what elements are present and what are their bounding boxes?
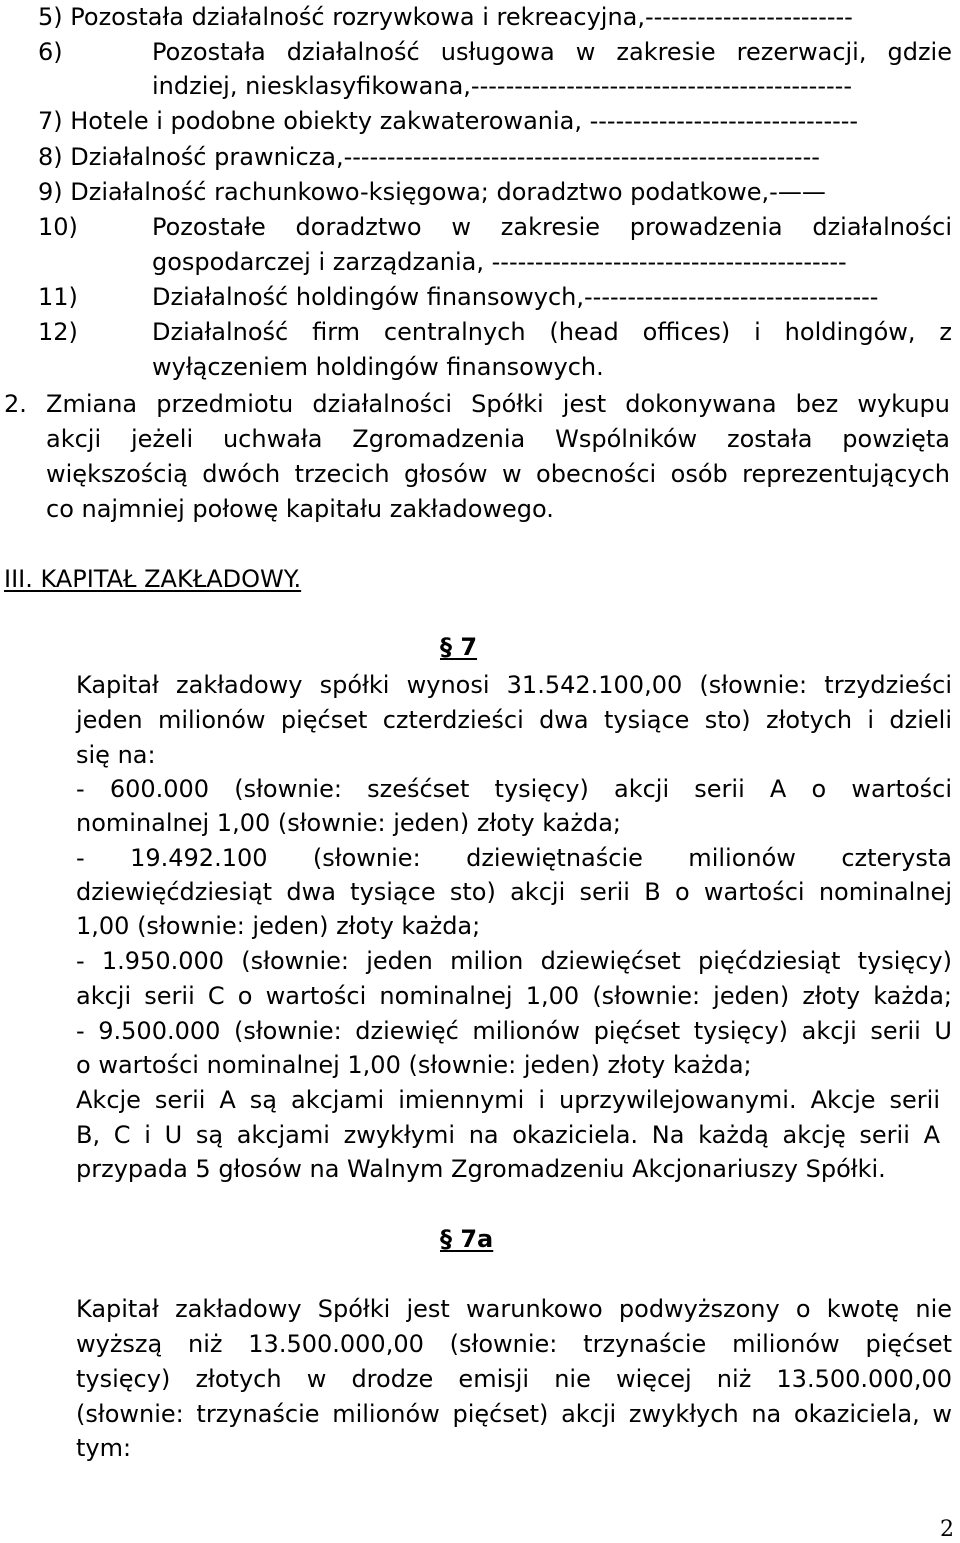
- chapter-heading: III. KAPITAŁ ZAKŁADOWY.: [4, 565, 302, 593]
- list-item-10-line2: gospodarczej i zarządzania, -----------------------------------------: [152, 248, 847, 276]
- list-item-5: 5) Pozostała działalność rozrywkowa i rekreacyjna,------------------------: [38, 3, 853, 31]
- list-item-6-number: 6): [38, 38, 63, 66]
- section-7-line11: - 9.500.000 (słownie: dziewięć milionów pięćset tysięcy) akcji serii U: [76, 1017, 952, 1045]
- section-7a-line3: tysięcy) złotych w drodze emisji nie więcej niż 13.500.000,00: [76, 1365, 952, 1393]
- paragraph-2-line2: akcji jeżeli uchwała Zgromadzenia Wspólników została powzięta: [46, 425, 950, 453]
- paragraph-2-line3: większością dwóch trzecich głosów w obecności osób reprezentujących: [46, 460, 950, 488]
- section-7-line8: 1,00 (słownie: jeden) złoty każda;: [76, 912, 481, 940]
- list-item-8: 8) Działalność prawnicza,-------------------------------------------------------: [38, 143, 820, 171]
- section-7-line13: Akcje serii A są akcjami imiennymi i uprzywilejowanymi. Akcje serii: [76, 1086, 940, 1114]
- section-7-line6: - 19.492.100 (słownie: dziewiętnaście milionów czterysta: [76, 844, 952, 872]
- section-7-line7: dziewięćdziesiąt dwa tysiące sto) akcji serii B o wartości nominalnej: [76, 878, 952, 906]
- page-number: 2: [940, 1517, 954, 1542]
- section-7-line9: - 1.950.000 (słownie: jeden milion dziewięćset pięćdziesiąt tysięcy): [76, 947, 952, 975]
- list-item-6-line1: Pozostała działalność usługowa w zakresie rezerwacji, gdzie: [152, 38, 952, 66]
- list-item-7: 7) Hotele i podobne obiekty zakwaterowania, -------------------------------: [38, 107, 859, 135]
- section-7a-line5: tym:: [76, 1434, 132, 1462]
- list-item-12-number: 12): [38, 318, 78, 346]
- section-7-line5: nominalnej 1,00 (słownie: jeden) złoty każda;: [76, 809, 622, 837]
- section-7-line3: się na:: [76, 741, 156, 769]
- section-7-line10: akcji serii C o wartości nominalnej 1,00 (słownie: jeden) złoty każda;: [76, 982, 952, 1010]
- section-7-line1: Kapitał zakładowy spółki wynosi 31.542.100,00 (słownie: trzydzieści: [76, 671, 952, 699]
- section-7a-line4: (słownie: trzynaście milionów pięćset) akcji zwykłych na okaziciela, w: [76, 1400, 952, 1428]
- section-7a-line1: Kapitał zakładowy Spółki jest warunkowo podwyższony o kwotę nie: [76, 1295, 952, 1323]
- section-7-line12: o wartości nominalnej 1,00 (słownie: jeden) złoty każda;: [76, 1051, 752, 1079]
- list-item-12-line2: wyłączeniem holdingów finansowych.: [152, 353, 604, 381]
- section-7-title: § 7: [440, 633, 478, 661]
- list-item-12-line1: Działalność firm centralnych (head offices) i holdingów, z: [152, 318, 952, 346]
- section-7a-line2: wyższą niż 13.500.000,00 (słownie: trzynaście milionów pięćset: [76, 1330, 952, 1358]
- section-7-line2: jeden milionów pięćset czterdzieści dwa tysiące sto) złotych i dzieli: [76, 706, 952, 734]
- paragraph-2-line1: Zmiana przedmiotu działalności Spółki jest dokonywana bez wykupu: [46, 390, 950, 418]
- paragraph-2-number: 2.: [4, 390, 27, 418]
- section-7a-title: § 7a: [440, 1225, 494, 1253]
- section-7-line4: - 600.000 (słownie: sześćset tysięcy) akcji serii A o wartości: [76, 775, 952, 803]
- section-7-line15: przypada 5 głosów na Walnym Zgromadzeniu Akcjonariuszy Spółki.: [76, 1155, 886, 1183]
- paragraph-2-line4: co najmniej połowę kapitału zakładowego.: [46, 495, 554, 523]
- list-item-10-number: 10): [38, 213, 78, 241]
- list-item-11-line1: Działalność holdingów finansowych,----------------------------------: [152, 283, 879, 311]
- list-item-9: 9) Działalność rachunkowo-księgowa; doradztwo podatkowe,-——: [38, 178, 826, 206]
- section-7-line14: B, C i U są akcjami zwykłymi na okaziciela. Na każdą akcję serii A: [76, 1121, 940, 1149]
- list-item-6-line2: indziej, niesklasyfikowana,--------------------------------------------: [152, 72, 852, 100]
- list-item-11-number: 11): [38, 283, 78, 311]
- list-item-10-line1: Pozostałe doradztwo w zakresie prowadzenia działalności: [152, 213, 952, 241]
